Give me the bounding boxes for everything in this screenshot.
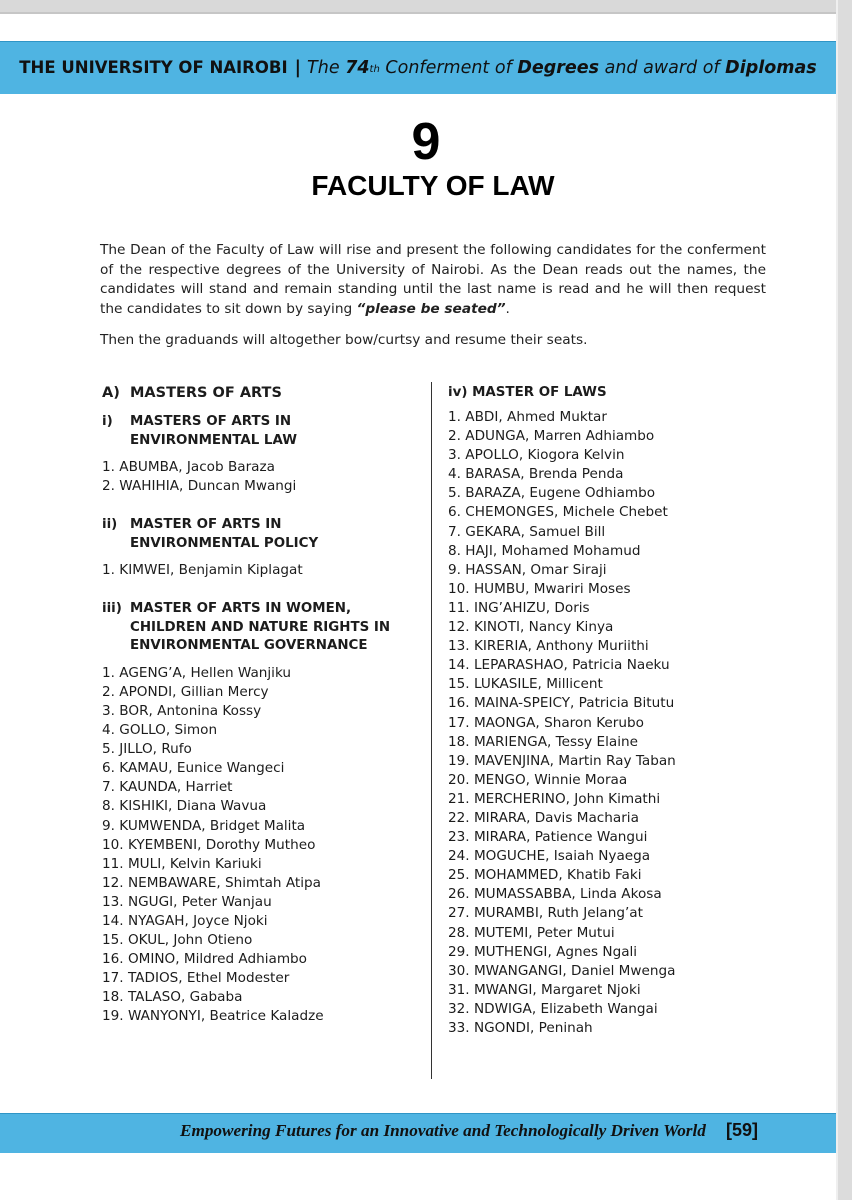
left-column [102,382,418,1027]
graduand-name: 2. WAHIHIA, Duncan Mwangi [102,478,297,495]
sub-iii-label: iii) [102,601,122,617]
sub-ii-label: ii) [102,517,118,533]
graduand-name: 5. BARAZA, Eugene Odhiambo [448,485,656,502]
viewer-top-edge [0,0,852,12]
graduand-name: 16. OMINO, Mildred Adhiambo [102,951,308,968]
graduand-name: 25. MOHAMMED, Khatib Faki [448,867,642,884]
graduand-name: 18. TALASO, Gababa [102,989,243,1006]
graduand-name: 7. GEKARA, Samuel Bill [448,523,606,540]
graduand-name: 20. MENGO, Winnie Moraa [448,771,628,788]
spacer [102,496,418,516]
running-header [19,58,816,78]
graduand-name: 1. KIMWEI, Benjamin Kiplagat [102,562,303,579]
sub-i-heading [102,413,418,450]
graduand-name: 16. MAINA-SPEICY, Patricia Bitutu [448,695,675,712]
page-top-shadow [0,12,836,14]
graduand-name: 31. MWANGI, Margaret Njoki [448,981,641,998]
graduand-name: 4. BARASA, Brenda Penda [448,466,624,483]
header-number-suffix: th [369,64,380,75]
sub-i-title: MASTERS OF ARTS IN ENVIRONMENTAL LAW [130,414,297,448]
graduand-name: 12. NEMBAWARE, Shimtah Atipa [102,874,321,891]
graduand-name: 8. HAJI, Mohamed Mohamud [448,542,641,559]
graduand-name: 13. KIRERIA, Anthony Muriithi [448,638,649,655]
page-number: [59] [726,1120,759,1140]
graduand-name: 24. MOGUCHE, Isaiah Nyaega [448,848,651,865]
graduand-name: 19. MAVENJINA, Martin Ray Taban [448,752,676,769]
graduand-name: 12. KINOTI, Nancy Kinya [448,619,614,636]
header-band [0,41,836,94]
footer-motto: Empowering Futures for an Innovative and Technologically Driven World [180,1121,706,1140]
graduand-name: 26. MUMASSABBA, Linda Akosa [448,886,662,903]
graduand-name: 3. BOR, Antonina Kossy [102,702,262,719]
sub-iii-title: MASTER OF ARTS IN WOMEN, CHILDREN AND NATURE RIGHTS IN ENVIRONMENTAL GOVERNANCE [130,601,391,654]
graduand-name: 4. GOLLO, Simon [102,722,218,739]
graduand-name: 15. OKUL, John Otieno [102,932,253,949]
right-column [448,382,768,1038]
graduand-name: 15. LUKASILE, Millicent [448,676,603,693]
sub-ii-heading [102,516,418,553]
header-degrees: Degrees [517,58,600,78]
graduand-name: 28. MUTEMI, Peter Mutui [448,924,615,941]
graduand-name: 27. MURAMBI, Ruth Jelang’at [448,905,643,922]
intro-paragraph-2: Then the graduands will altogether bow/curtsy and resume their seats. [100,332,588,348]
graduand-name: 1. AGENG’A, Hellen Wanjiku [102,664,292,681]
graduand-name: 1. ABDI, Ahmed Muktar [448,409,607,425]
sub-iii-heading [102,600,418,656]
graduand-name: 9. KUMWENDA, Bridget Malita [102,817,306,834]
graduand-name: 11. ING’AHIZU, Doris [448,599,590,616]
graduand-name: 2. ADUNGA, Marren Adhiambo [448,428,655,445]
graduand-name: 19. WANYONYI, Beatrice Kaladze [102,1008,324,1025]
intro-text: The Dean of the Faculty of Law will rise and present the following candidates for the conferment of the respective degrees of the University of Nairobi. As the Dean reads out the names, the candidates will stand and remain standing until the last name is read and he will then request the candidates to sit down by saying [100,242,766,317]
graduand-name: 17. MAONGA, Sharon Kerubo [448,714,644,731]
sub-ii-name-list [102,561,418,580]
graduand-name: 14. NYAGAH, Joyce Njoki [102,913,268,929]
intro-end: . [505,300,510,317]
graduand-name: 23. MIRARA, Patience Wangui [448,829,648,846]
section-a-heading [102,382,418,404]
graduand-name: 3. APOLLO, Kiogora Kelvin [448,447,625,464]
sub-iv-heading: iv) MASTER OF LAWS [448,385,607,400]
intro-quote: “please be seated” [356,300,506,317]
header-number: 74 [345,58,370,78]
section-a-label: A) [102,385,120,401]
sub-iv-name-list [448,408,768,1038]
chapter-number: 9 [411,113,441,171]
graduand-name: 6. KAMAU, Eunice Wangeci [102,760,285,777]
graduand-name: 5. JILLO, Rufo [102,741,192,758]
graduand-name: 22. MIRARA, Davis Macharia [448,809,639,826]
graduand-name: 9. HASSAN, Omar Siraji [448,561,607,578]
chapter-title: FACULTY OF LAW [311,170,555,201]
graduand-name: 29. MUTHENGI, Agnes Ngali [448,943,638,960]
graduand-name: 10. KYEMBENI, Dorothy Mutheo [102,836,316,853]
graduand-name: 13. NGUGI, Peter Wanjau [102,893,272,910]
graduand-name: 21. MERCHERINO, John Kimathi [448,790,661,807]
sub-iii-name-list [102,664,418,1027]
column-divider [431,382,432,1079]
section-a-title: MASTERS OF ARTS [130,385,282,401]
graduand-name: 32. NDWIGA, Elizabeth Wangai [448,1000,658,1017]
graduand-name: 14. LEPARASHAO, Patricia Naeku [448,657,670,674]
sub-i-name-list [102,458,418,496]
graduand-name: 1. ABUMBA, Jacob Baraza [102,459,275,475]
spacer [102,580,418,600]
university-name: THE UNIVERSITY OF NAIROBI [19,58,288,77]
intro-paragraph [100,241,766,319]
graduand-name: 6. CHEMONGES, Michele Chebet [448,504,668,521]
header-the: The [307,58,340,78]
sub-i-label: i) [102,414,113,429]
header-diplomas: Diplomas [725,58,817,78]
graduand-name: 33. NGONDI, Peninah [448,1020,593,1036]
graduand-name: 8. KISHIKI, Diana Wavua [102,798,267,815]
header-conferment: Conferment of [385,58,512,78]
graduand-name: 2. APONDI, Gillian Mercy [102,683,269,700]
graduand-name: 17. TADIOS, Ethel Modester [102,970,290,987]
graduand-name: 18. MARIENGA, Tessy Elaine [448,733,638,750]
sub-ii-title: MASTER OF ARTS IN ENVIRONMENTAL POLICY [130,517,319,551]
graduand-name: 11. MULI, Kelvin Kariuki [102,855,262,872]
header-separator: | [294,58,302,78]
graduand-name: 7. KAUNDA, Harriet [102,779,233,796]
graduand-name: 10. HUMBU, Mwariri Moses [448,580,631,597]
graduand-name: 30. MWANGANGI, Daniel Mwenga [448,962,676,979]
header-and-award: and award of [604,58,720,78]
